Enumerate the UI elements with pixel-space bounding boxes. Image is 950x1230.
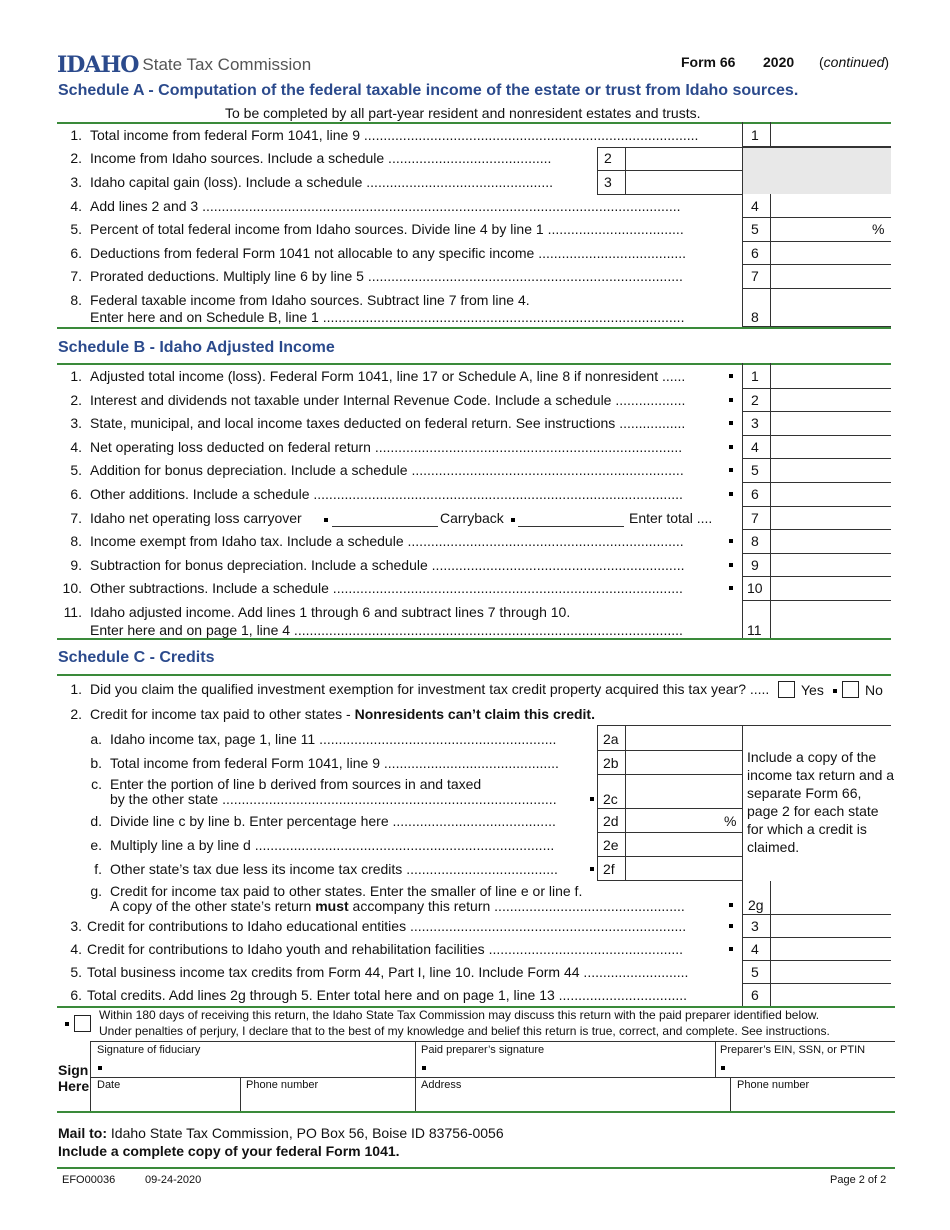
- g-text-2b: accompany this return .................................................: [348, 898, 685, 914]
- row-text: Credit for contributions to Idaho youth and rehabilitation facilities ..................................................: [87, 941, 684, 957]
- idaho-logo: [57, 52, 311, 78]
- address-label: Address: [421, 1079, 462, 1091]
- row-text: Credit for contributions to Idaho educational entities .......................................................................: [87, 918, 687, 934]
- row-number: 8.: [70, 292, 82, 308]
- row-number: 8.: [70, 533, 82, 549]
- line-box-label: 2f: [603, 861, 615, 877]
- line-box-label: 4: [751, 941, 759, 957]
- sub-number: b.: [90, 755, 102, 771]
- row-text-2: Enter here and on page 1, line 4 ....................................................................................................: [90, 622, 683, 638]
- row-number: 5.: [70, 221, 82, 237]
- discuss-preparer-checkbox[interactable]: [74, 1015, 91, 1032]
- row-text: Income from Idaho sources. Include a schedule ..........................................: [90, 150, 552, 166]
- g-text-2: [110, 898, 720, 914]
- preparer-id-label: Preparer’s EIN, SSN, or PTIN: [720, 1044, 866, 1056]
- row-number: 7.: [70, 510, 82, 526]
- here-label: Here: [58, 1078, 90, 1094]
- row-text: Adjusted total income (loss). Federal Form 1041, line 17 or Schedule A, line 8 if nonresident ......: [90, 368, 686, 384]
- row-number: 4.: [70, 198, 82, 214]
- line-box-label: 6: [751, 486, 759, 502]
- sched-c-line-2e-input[interactable]: [627, 833, 740, 856]
- sched-c-line-2g-input[interactable]: [772, 881, 890, 914]
- sched-b-line-6-input[interactable]: [772, 483, 890, 506]
- phone-label-1: Phone number: [246, 1079, 319, 1091]
- preparer-id-field[interactable]: [728, 1058, 888, 1076]
- line-box-label: 4: [751, 198, 759, 214]
- line-box-label: 2g: [748, 897, 764, 913]
- percent-sign: %: [872, 221, 885, 237]
- row-number: 6.: [70, 987, 82, 1003]
- sub-number: g.: [90, 883, 102, 899]
- line-box-label: 5: [751, 462, 759, 478]
- date-label: Date: [97, 1079, 121, 1091]
- paid-preparer-signature-label: Paid preparer’s signature: [421, 1044, 545, 1056]
- sched-c-line-2c-input[interactable]: [627, 775, 740, 808]
- row-number: 5.: [70, 462, 82, 478]
- date-field[interactable]: [92, 1092, 238, 1110]
- phone-field-1[interactable]: [242, 1092, 412, 1110]
- row-number: 10.: [62, 580, 82, 596]
- sched-a-line-1-input[interactable]: [772, 124, 890, 146]
- nol-carryover-input[interactable]: [332, 510, 438, 526]
- q2-text: [90, 706, 595, 722]
- carryback-label: Carryback: [440, 510, 504, 526]
- line-box-label: 1: [751, 127, 759, 143]
- line-box-label: 2e: [603, 837, 619, 853]
- line-box-label: 8: [751, 309, 759, 325]
- schedule-a-subtitle: To be completed by all part-year resident and nonresident estates and trusts.: [225, 105, 701, 121]
- percent-sign: %: [724, 813, 737, 829]
- row-number: 5.: [70, 964, 82, 980]
- sched-a-line-6-input[interactable]: [772, 242, 890, 264]
- row-number: 1.: [70, 127, 82, 143]
- row-number: 3.: [70, 918, 82, 934]
- sub-number: e.: [90, 837, 102, 853]
- row-text: Add lines 2 and 3 ...........................................................................................................................: [90, 198, 681, 214]
- qie-yes-checkbox[interactable]: [778, 681, 795, 698]
- row-number: 6.: [70, 486, 82, 502]
- carryback-input[interactable]: [518, 510, 624, 526]
- sched-b-line-7-input[interactable]: [772, 507, 890, 530]
- sub-text: Multiply line a by line d .............................................................................: [110, 837, 555, 853]
- fiduciary-signature-field[interactable]: [104, 1058, 409, 1076]
- line-box-label: 10: [747, 580, 763, 596]
- line-box-label: 8: [751, 533, 759, 549]
- sched-a-line-5-input[interactable]: [772, 218, 890, 241]
- phone-label-2: Phone number: [737, 1079, 810, 1091]
- sub-text: Divide line c by line b. Enter percentage here ..........................................: [110, 813, 556, 829]
- q1-text: Did you claim the qualified investment exemption for investment tax credit property acquired this tax year? .....: [90, 681, 770, 697]
- sched-b-line-10-input[interactable]: [772, 577, 890, 600]
- line-box-label: 11: [747, 622, 762, 638]
- form-date: 09-24-2020: [145, 1174, 202, 1186]
- sched-b-line-5-input[interactable]: [772, 459, 890, 482]
- sub-text: Other state’s tax due less its income tax credits .......................................: [110, 861, 558, 877]
- row-number: 7.: [70, 268, 82, 284]
- sched-a-line-8-input[interactable]: [772, 289, 890, 326]
- sub-text: Enter the portion of line b derived from sources in and taxed: [110, 776, 482, 792]
- row-number: 3.: [70, 415, 82, 431]
- address-field[interactable]: [417, 1092, 727, 1110]
- row-number: 11.: [63, 604, 82, 620]
- line-box-label: 6: [751, 987, 759, 1003]
- row-text: Deductions from federal Form 1041 not allocable to any specific income ......................................: [90, 245, 687, 261]
- qie-no-checkbox[interactable]: [842, 681, 859, 698]
- page-number: Page 2 of 2: [830, 1174, 887, 1186]
- sched-c-line-2f-input[interactable]: [627, 857, 740, 880]
- sub-text: Idaho income tax, page 1, line 11 .............................................................: [110, 731, 557, 747]
- schedule-a-title: Schedule A - Computation of the federal taxable income of the estate or trust from Idaho sources.: [58, 82, 799, 99]
- row-text: Total credits. Add lines 2g through 5. Enter total here and on page 1, line 13 .................................: [87, 987, 688, 1003]
- row-text: Total business income tax credits from Form 44, Part I, line 10. Include Form 44 ...........................: [87, 964, 689, 980]
- continued-label: (continued): [819, 54, 890, 70]
- yes-label: Yes: [801, 682, 824, 698]
- row-number: 6.: [70, 245, 82, 261]
- q2-label: Credit for income tax paid to other states -: [90, 706, 355, 722]
- line-box-label: 1: [751, 368, 759, 384]
- sched-a-line-3-input[interactable]: [627, 171, 740, 194]
- row-number: 2.: [70, 392, 82, 408]
- row-text: Interest and dividends not taxable under Internal Revenue Code. Include a schedule ..................: [90, 392, 686, 408]
- row-text: Federal taxable income from Idaho sources. Subtract line 7 from line 4.: [90, 292, 530, 308]
- sched-c-line-5-input[interactable]: [772, 961, 890, 982]
- row-number: 1.: [70, 681, 82, 697]
- perjury-text: Under penalties of perjury, I declare that to the best of my knowledge and belief this return is true, correct, and complete. See instructions.: [99, 1024, 830, 1038]
- form-year: 2020: [763, 54, 795, 70]
- line-box-label: 2d: [603, 813, 619, 829]
- sched-a-line-7-input[interactable]: [772, 265, 890, 288]
- sched-c-line-3-input[interactable]: [772, 915, 890, 936]
- row-number: 4.: [70, 439, 82, 455]
- line-box-label: 2: [751, 392, 759, 408]
- paid-preparer-signature-field[interactable]: [430, 1058, 710, 1076]
- line-box-label: 3: [751, 415, 759, 431]
- row-text: State, municipal, and local income taxes deducted on federal return. See instructions .................: [90, 415, 686, 431]
- line-box-label: 7: [751, 510, 759, 526]
- phone-field-2[interactable]: [732, 1092, 892, 1110]
- line-box-label: 7: [751, 268, 759, 284]
- sign-label: Sign: [58, 1062, 89, 1078]
- row-text: Idaho adjusted income. Add lines 1 through 6 and subtract lines 7 through 10.: [90, 604, 571, 620]
- g-text: Credit for income tax paid to other states. Enter the smaller of line e or line f.: [110, 883, 583, 899]
- sched-b-line-4-input[interactable]: [772, 436, 890, 459]
- line-box-label: 6: [751, 245, 759, 261]
- sub-text: Total income from federal Form 1041, line 9 .............................................: [110, 755, 559, 771]
- sched-c-line-2b-input[interactable]: [627, 751, 740, 774]
- row-number: 3.: [70, 174, 82, 190]
- schedule-c-title: Schedule C - Credits: [58, 649, 215, 666]
- row-number: 2.: [70, 150, 82, 166]
- row-text: Income exempt from Idaho tax. Include a schedule .......................................................................: [90, 533, 684, 549]
- row-text: Net operating loss deducted on federal return ...............................................................................: [90, 439, 683, 455]
- sched-a-line-4-input[interactable]: [772, 195, 890, 217]
- row-number: 1.: [70, 368, 82, 384]
- sched-c-line-2a-input[interactable]: [627, 727, 740, 750]
- row-number: 9.: [70, 557, 82, 573]
- row-text: Other additions. Include a schedule ...............................................................................................: [90, 486, 683, 502]
- discuss-text: Within 180 days of receiving this return, the Idaho State Tax Commission may discuss this return with the paid preparer identified below.: [99, 1008, 820, 1022]
- sched-b-line-3-input[interactable]: [772, 412, 890, 435]
- logo-idaho-text: IDAHO: [57, 52, 139, 78]
- row-number: 4.: [70, 941, 82, 957]
- logo-commission-text: State Tax Commission: [142, 55, 312, 74]
- row-text: Idaho net operating loss carryover: [90, 510, 302, 526]
- line-box-label: 2a: [603, 731, 619, 747]
- line-box-label: 9: [751, 557, 759, 573]
- sub-number: a.: [90, 731, 102, 747]
- sched-c-line-4-input[interactable]: [772, 938, 890, 959]
- line-box-label: 3: [751, 918, 759, 934]
- g-must: must: [315, 898, 349, 914]
- form-label: Form 66: [681, 54, 736, 70]
- line-box-label: 2c: [603, 791, 618, 807]
- mail-to-label: Mail to:: [58, 1125, 107, 1141]
- sched-b-line-2-input[interactable]: [772, 389, 890, 412]
- sub-number: c.: [91, 776, 102, 792]
- sched-a-line-2-input[interactable]: [627, 147, 740, 170]
- row-text-2: Enter here and on Schedule B, line 1 .............................................................................................: [90, 309, 685, 325]
- mail-address: Idaho State Tax Commission, PO Box 56, Boise ID 83756-0056: [107, 1125, 504, 1141]
- line-box-label: 5: [751, 964, 759, 980]
- line-box-label: 5: [751, 221, 759, 237]
- row-text: Other subtractions. Include a schedule ..........................................................................................: [90, 580, 683, 596]
- sched-b-line-1-input[interactable]: [772, 365, 890, 388]
- sched-b-line-11-input[interactable]: [772, 601, 890, 638]
- sched-b-line-8-input[interactable]: [772, 530, 890, 553]
- sign-here-label: [58, 1062, 89, 1094]
- row-text: Subtraction for bonus depreciation. Include a schedule .................................................................: [90, 557, 685, 573]
- row-text: Prorated deductions. Multiply line 6 by line 5 .................................................................................: [90, 268, 683, 284]
- sched-c-line-6-input[interactable]: [772, 984, 890, 1005]
- row-text: Addition for bonus depreciation. Include a schedule ......................................................................: [90, 462, 684, 478]
- line-box-label: 2: [604, 150, 612, 166]
- mail-to: [58, 1125, 504, 1141]
- sub-number: f.: [94, 861, 102, 877]
- line-box-label: 3: [604, 174, 612, 190]
- row-number: 2.: [70, 706, 82, 722]
- credit-note: Include a copy of the income tax return and a separate Form 66, page 2 for each state for which a credit is claimed.: [747, 749, 895, 855]
- include-copy: Include a complete copy of your federal Form 1041.: [58, 1143, 400, 1159]
- fiduciary-signature-label: Signature of fiduciary: [97, 1044, 201, 1056]
- row-text: Idaho capital gain (loss). Include a schedule ................................................: [90, 174, 553, 190]
- q2-bold-label: Nonresidents can’t claim this credit.: [354, 706, 595, 722]
- sub-text-2: by the other state ......................................................................................: [110, 791, 557, 807]
- form-code: EFO00036: [62, 1174, 116, 1186]
- no-label: No: [865, 682, 883, 698]
- row-text: Percent of total federal income from Idaho sources. Divide line 4 by line 1 ...................................: [90, 221, 684, 237]
- schedule-b-title: Schedule B - Idaho Adjusted Income: [58, 339, 335, 356]
- g-text-2a: A copy of the other state’s return: [110, 898, 316, 914]
- enter-total-label: Enter total ....: [629, 510, 713, 526]
- sub-number: d.: [90, 813, 102, 829]
- sched-c-line-2d-input[interactable]: [627, 809, 740, 832]
- sched-b-line-9-input[interactable]: [772, 554, 890, 577]
- line-box-label: 4: [751, 439, 759, 455]
- row-text: Total income from federal Form 1041, line 9 ......................................................................................: [90, 127, 699, 143]
- line-box-label: 2b: [603, 755, 619, 771]
